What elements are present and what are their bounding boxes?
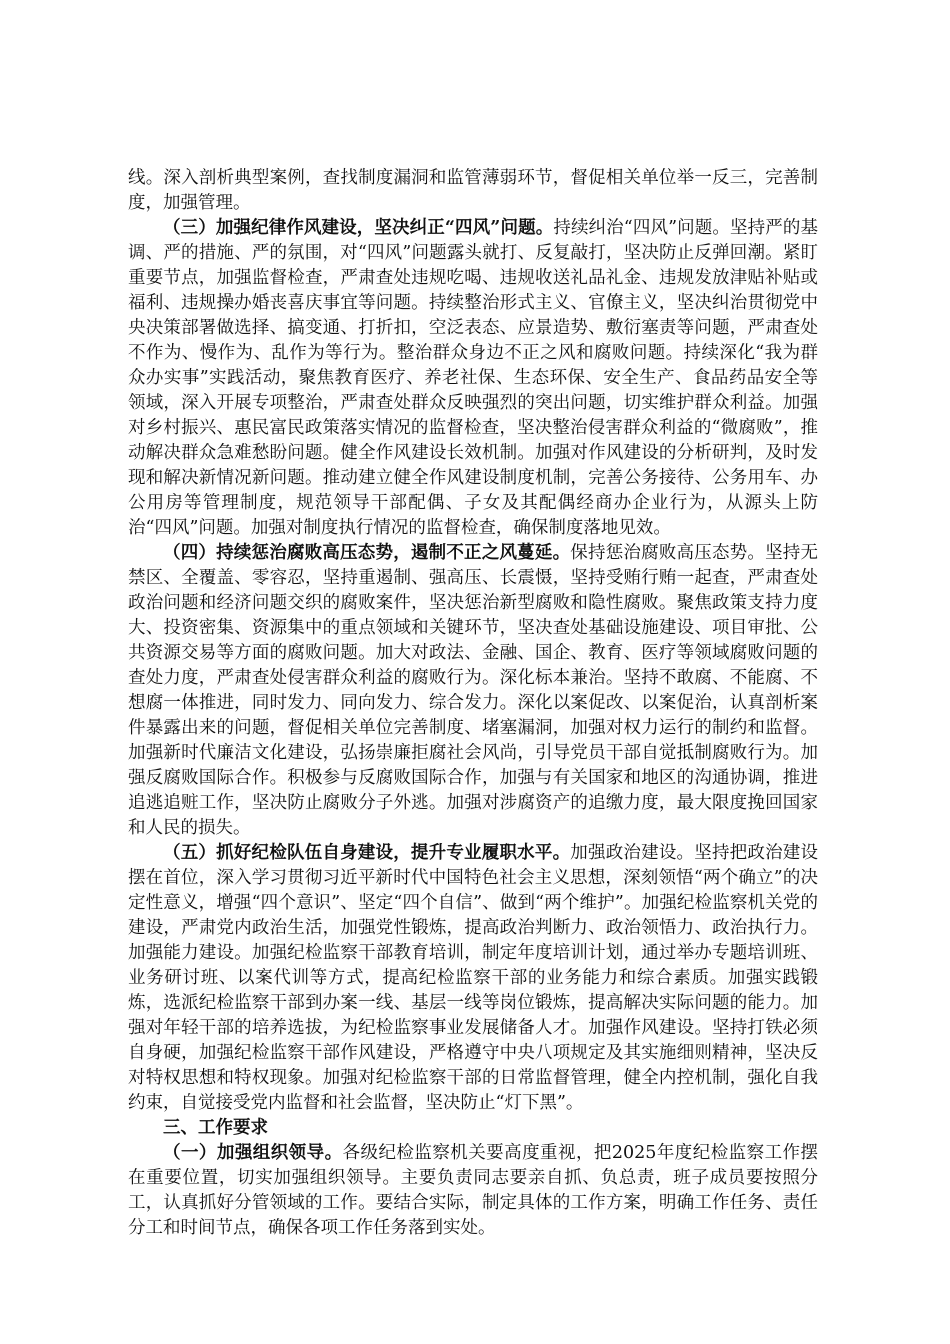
- paragraph-body: 各级纪检监察机关要高度重视，把2025年度纪检监察工作摆在重要位置，切实加强组织领导。主要负责同志要亲自抓、负总责，班子成员要按照分工，认真抓好分管领域的工作。要结合实际，制定具体的工作方案，明确工作任务、责任分工和时间节点，确保各项工作任务落到实处。: [128, 1143, 818, 1238]
- paragraph-anti-corruption: [128, 541, 818, 841]
- paragraph-body: 保持惩治腐败高压态势。坚持无禁区、全覆盖、零容忍，坚持重遏制、强高压、长震慑，坚持受贿行贿一起查，严肃查处政治问题和经济问题交织的腐败案件，坚决惩治新型腐败和隐性腐败。聚焦政策支持力度大、投资密集、资源集中的重点领域和关键环节，坚决查处基础设施建设、项目审批、公共资源交易等方面的腐败问题。加大对政法、金融、国企、教育、医疗等领域腐败问题的查处力度，严肃查处侵害群众利益的腐败行为。深化标本兼治。坚持不敢腐、不能腐、不想腐一体推进，同时发力、同向发力、综合发力。深化以案促改、以案促治，认真剖析案件暴露出来的问题，督促相关单位完善制度、堵塞漏洞，加强对权力运行的制约和监督。加强新时代廉洁文化建设，弘扬崇廉拒腐社会风尚，引导党员干部自觉抵制腐败行为。加强反腐败国际合作。积极参与反腐败国际合作，加强与有关国家和地区的沟通协调，推进追逃追赃工作，坚决防止腐败分子外逃。加强对涉腐资产的追缴力度，最大限度挽回国家和人民的损失。: [128, 543, 819, 838]
- paragraph-body: 持续纠治“四风”问题。坚持严的基调、严的措施、严的氛围，对“四风”问题露头就打、反复敲打，坚决防止反弹回潮。紧盯重要节点，加强监督检查，严肃查处违规吃喝、违规收送礼品礼金、违规发放津贴补贴或福利、违规操办婚丧喜庆事宜等问题。持续整治形式主义、官僚主义，坚决纠治贯彻党中央决策部署做选择、搞变通、打折扣，空泛表态、应景造势、敷衍塞责等问题，严肃查处不作为、慢作为、乱作为等行为。整治群众身边不正之风和腐败问题。持续深化“我为群众办实事”实践活动，聚焦教育医疗、养老社保、生态环保、安全生产、食品药品安全等领域，深入开展专项整治，严肃查处群众反映强烈的突出问题，切实维护群众利益。加强对乡村振兴、惠民富民政策落实情况的监督检查，坚决整治侵害群众利益的“微腐败”，推动解决群众急难愁盼问题。健全作风建设长效机制。加强对作风建设的分析研判，及时发现和解决新情况新问题。推动建立健全作风建设制度机制，完善公务接待、公务用车、办公用房等管理制度，规范领导干部配偶、子女及其配偶经商办企业行为，从源头上防治“四风”问题。加强对制度执行情况的监督检查，确保制度落地见效。: [128, 218, 818, 538]
- paragraph-organizational-leadership: [128, 1141, 818, 1241]
- paragraph-lead: （一）加强组织领导。: [163, 1143, 343, 1163]
- paragraph-discipline-style: [128, 216, 818, 541]
- paragraph-lead: （四）持续惩治腐败高压态势，遏制不正之风蔓延。: [163, 543, 571, 563]
- paragraph-body: 加强政治建设。坚持把政治建设摆在首位，深入学习贯彻习近平新时代中国特色社会主义思想，深刻领悟“两个确立”的决定性意义，增强“四个意识”、坚定“四个自信”、做到“两个维护”。加强纪检监察机关党的建设，严肃党内政治生活，加强党性锻炼，提高政治判断力、政治领悟力、政治执行力。加强能力建设。加强纪检监察干部教育培训，制定年度培训计划，通过举办专题培训班、业务研讨班、以案代训等方式，提高纪检监察干部的业务能力和综合素质。加强实践锻炼，选派纪检监察干部到办案一线、基层一线等岗位锻炼，提高解决实际问题的能力。加强对年轻干部的培养选拔，为纪检监察事业发展储备人才。加强作风建设。坚持打铁必须自身硬，加强纪检监察干部作风建设，严格遵守中央八项规定及其实施细则精神，坚决反对特权思想和特权现象。加强对纪检监察干部的日常监督管理，健全内控机制，强化自我约束，自觉接受党内监督和社会监督，坚决防止“灯下黑”。: [128, 843, 819, 1113]
- paragraph-lead: （五）抓好纪检队伍自身建设，提升专业履职水平。: [163, 843, 571, 863]
- paragraph-lead: （三）加强纪律作风建设，坚决纠正“四风”问题。: [163, 218, 554, 238]
- section-heading-work-requirements: 三、工作要求: [163, 1118, 268, 1138]
- paragraph-team-building: [128, 841, 818, 1116]
- document-page: [128, 166, 818, 1241]
- paragraph-body: 线。深入剖析典型案例，查找制度漏洞和监管薄弱环节，督促相关单位举一反三，完善制度，加强管理。: [128, 168, 818, 213]
- paragraph-continuation: [128, 166, 818, 216]
